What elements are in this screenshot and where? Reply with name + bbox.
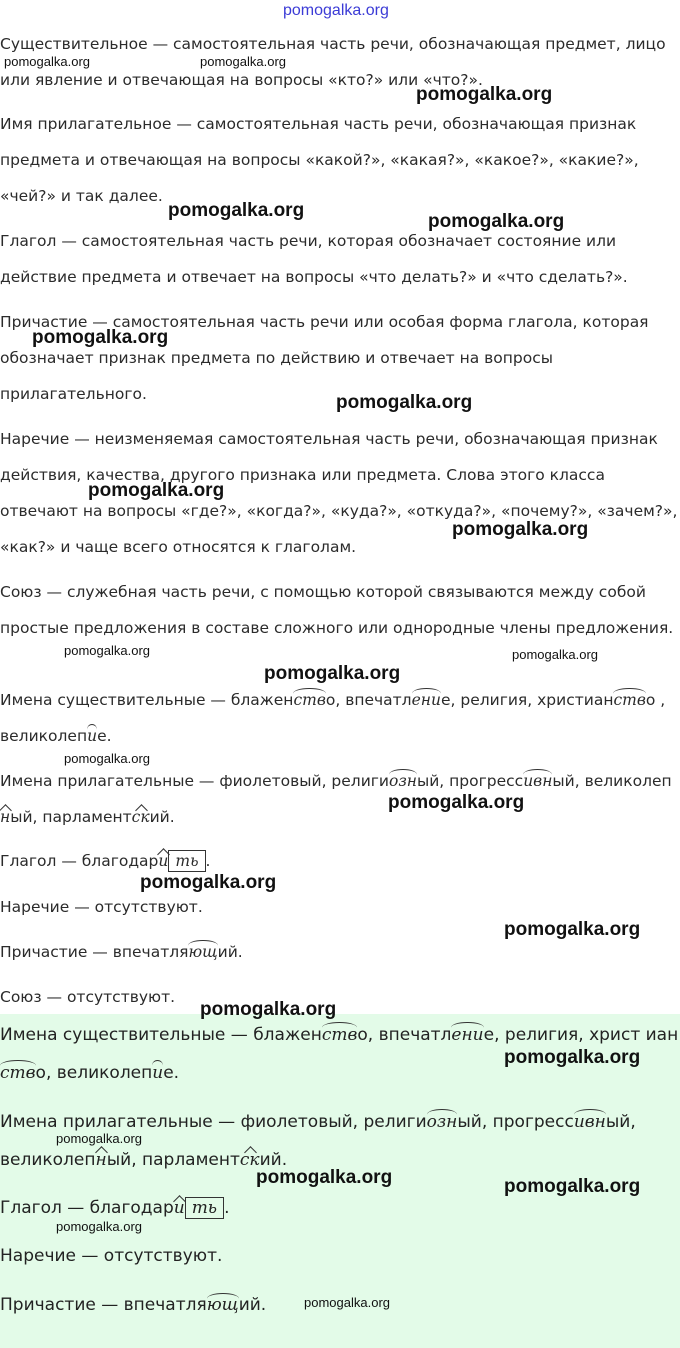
watermark: pomogalka.org — [283, 2, 389, 19]
answer-nouns: Имена существительные — блаженство, впечатление, религия, христианство , великолепие. — [0, 682, 680, 754]
answer-adjectives: Имена прилагательные — фиолетовый, религиозный, прогрессивный, великолепный, парламентский. — [0, 763, 680, 835]
answer-participle-repeat: Причастие — впечатляющий. — [0, 1287, 680, 1323]
answer-nouns-repeat: Имена существительные — блаженство, впечатление, религия, христ ианство, великолепие. — [0, 1016, 680, 1092]
definition-verb: Глагол — самостоятельная часть речи, которая обозначает состояние или действие предмета и отвечает на вопросы «что делать?» и «что сделать?». — [0, 232, 628, 286]
watermark: pomogalka.org — [64, 751, 150, 766]
watermark: pomogalka.org — [504, 1176, 641, 1197]
watermark: pomogalka.org — [504, 1047, 641, 1068]
answer-adverb: Наречие — отсутствуют. — [0, 898, 203, 916]
watermark: pomogalka.org — [4, 54, 90, 69]
answer-verb-repeat: Глагол — благодари ть . — [0, 1190, 680, 1226]
watermark: pomogalka.org — [512, 647, 598, 662]
definition-conjunction: Союз — служебная часть речи, с помощью которой связываются между собой простые предложения в составе сложного или однородные члены предложения. — [0, 583, 674, 637]
watermark: pomogalka.org — [388, 792, 525, 813]
answer-nouns-prefix: Имена существительные — — [0, 691, 231, 709]
answer-participle-prefix: Причастие — — [0, 943, 113, 961]
watermark: pomogalka.org — [56, 1131, 142, 1146]
watermark: pomogalka.org — [88, 480, 225, 501]
watermark: pomogalka.org — [504, 919, 641, 940]
watermark: pomogalka.org — [200, 999, 337, 1020]
watermark: pomogalka.org — [336, 392, 473, 413]
definition-participle: Причастие — самостоятельная часть речи или особая форма глагола, которая обозначает признак предмета по действию и отвечает на вопросы прилагательного. — [0, 313, 649, 403]
watermark: pomogalka.org — [200, 54, 286, 69]
definition-adverb: Наречие — неизменяемая самостоятельная часть речи, обозначающая признак действия, качества, другого признака или предмета. Слова этого класса отвечают на вопросы «где?», «когда?», «куда?», «откуда?», «почему?», «зачем?», «как?» и чаще всего относятся к глаголам. — [0, 430, 678, 556]
watermark: pomogalka.org — [64, 643, 150, 658]
watermark: pomogalka.org — [168, 200, 305, 221]
watermark: pomogalka.org — [264, 663, 401, 684]
answer-nouns-prefix-repeat: Имена существительные — — [0, 1025, 254, 1045]
answer-adjectives-repeat: Имена прилагательные — фиолетовый, религиозный, прогрессивный, великолепный, парламентский. — [0, 1103, 680, 1179]
definition-noun: Существительное — самостоятельная часть речи, обозначающая предмет, лицо или явление и отвечающая на вопросы «кто?» или «что?». — [0, 35, 666, 89]
watermark: pomogalka.org — [256, 1167, 393, 1188]
answer-verb-prefix: Глагол — — [0, 852, 82, 870]
answer-adjectives-prefix-repeat: Имена прилагательные — — [0, 1112, 241, 1132]
definition-adjective: Имя прилагательное — самостоятельная часть речи, обозначающая признак предмета и отвечающая на вопросы «какой?», «какая?», «какое?», «какие?», «чей?» и так далее. — [0, 115, 639, 205]
watermark: pomogalka.org — [304, 1295, 390, 1310]
watermark: pomogalka.org — [428, 211, 565, 232]
answer-verb: Глагол — благодари ть . — [0, 843, 680, 879]
answer-participle-prefix-repeat: Причастие — — [0, 1295, 124, 1315]
watermark: pomogalka.org — [56, 1219, 142, 1234]
answer-participle: Причастие — впечатляющий. — [0, 934, 680, 970]
watermark: pomogalka.org — [140, 872, 277, 893]
answer-adverb-repeat: Наречие — отсутствуют. — [0, 1246, 223, 1266]
watermark: pomogalka.org — [416, 84, 553, 105]
answer-verb-prefix-repeat: Глагол — — [0, 1198, 90, 1218]
watermark: pomogalka.org — [32, 327, 169, 348]
answer-conjunction: Союз — отсутствуют. — [0, 988, 176, 1006]
watermark: pomogalka.org — [452, 519, 589, 540]
answer-adjectives-prefix: Имена прилагательные — — [0, 772, 220, 790]
